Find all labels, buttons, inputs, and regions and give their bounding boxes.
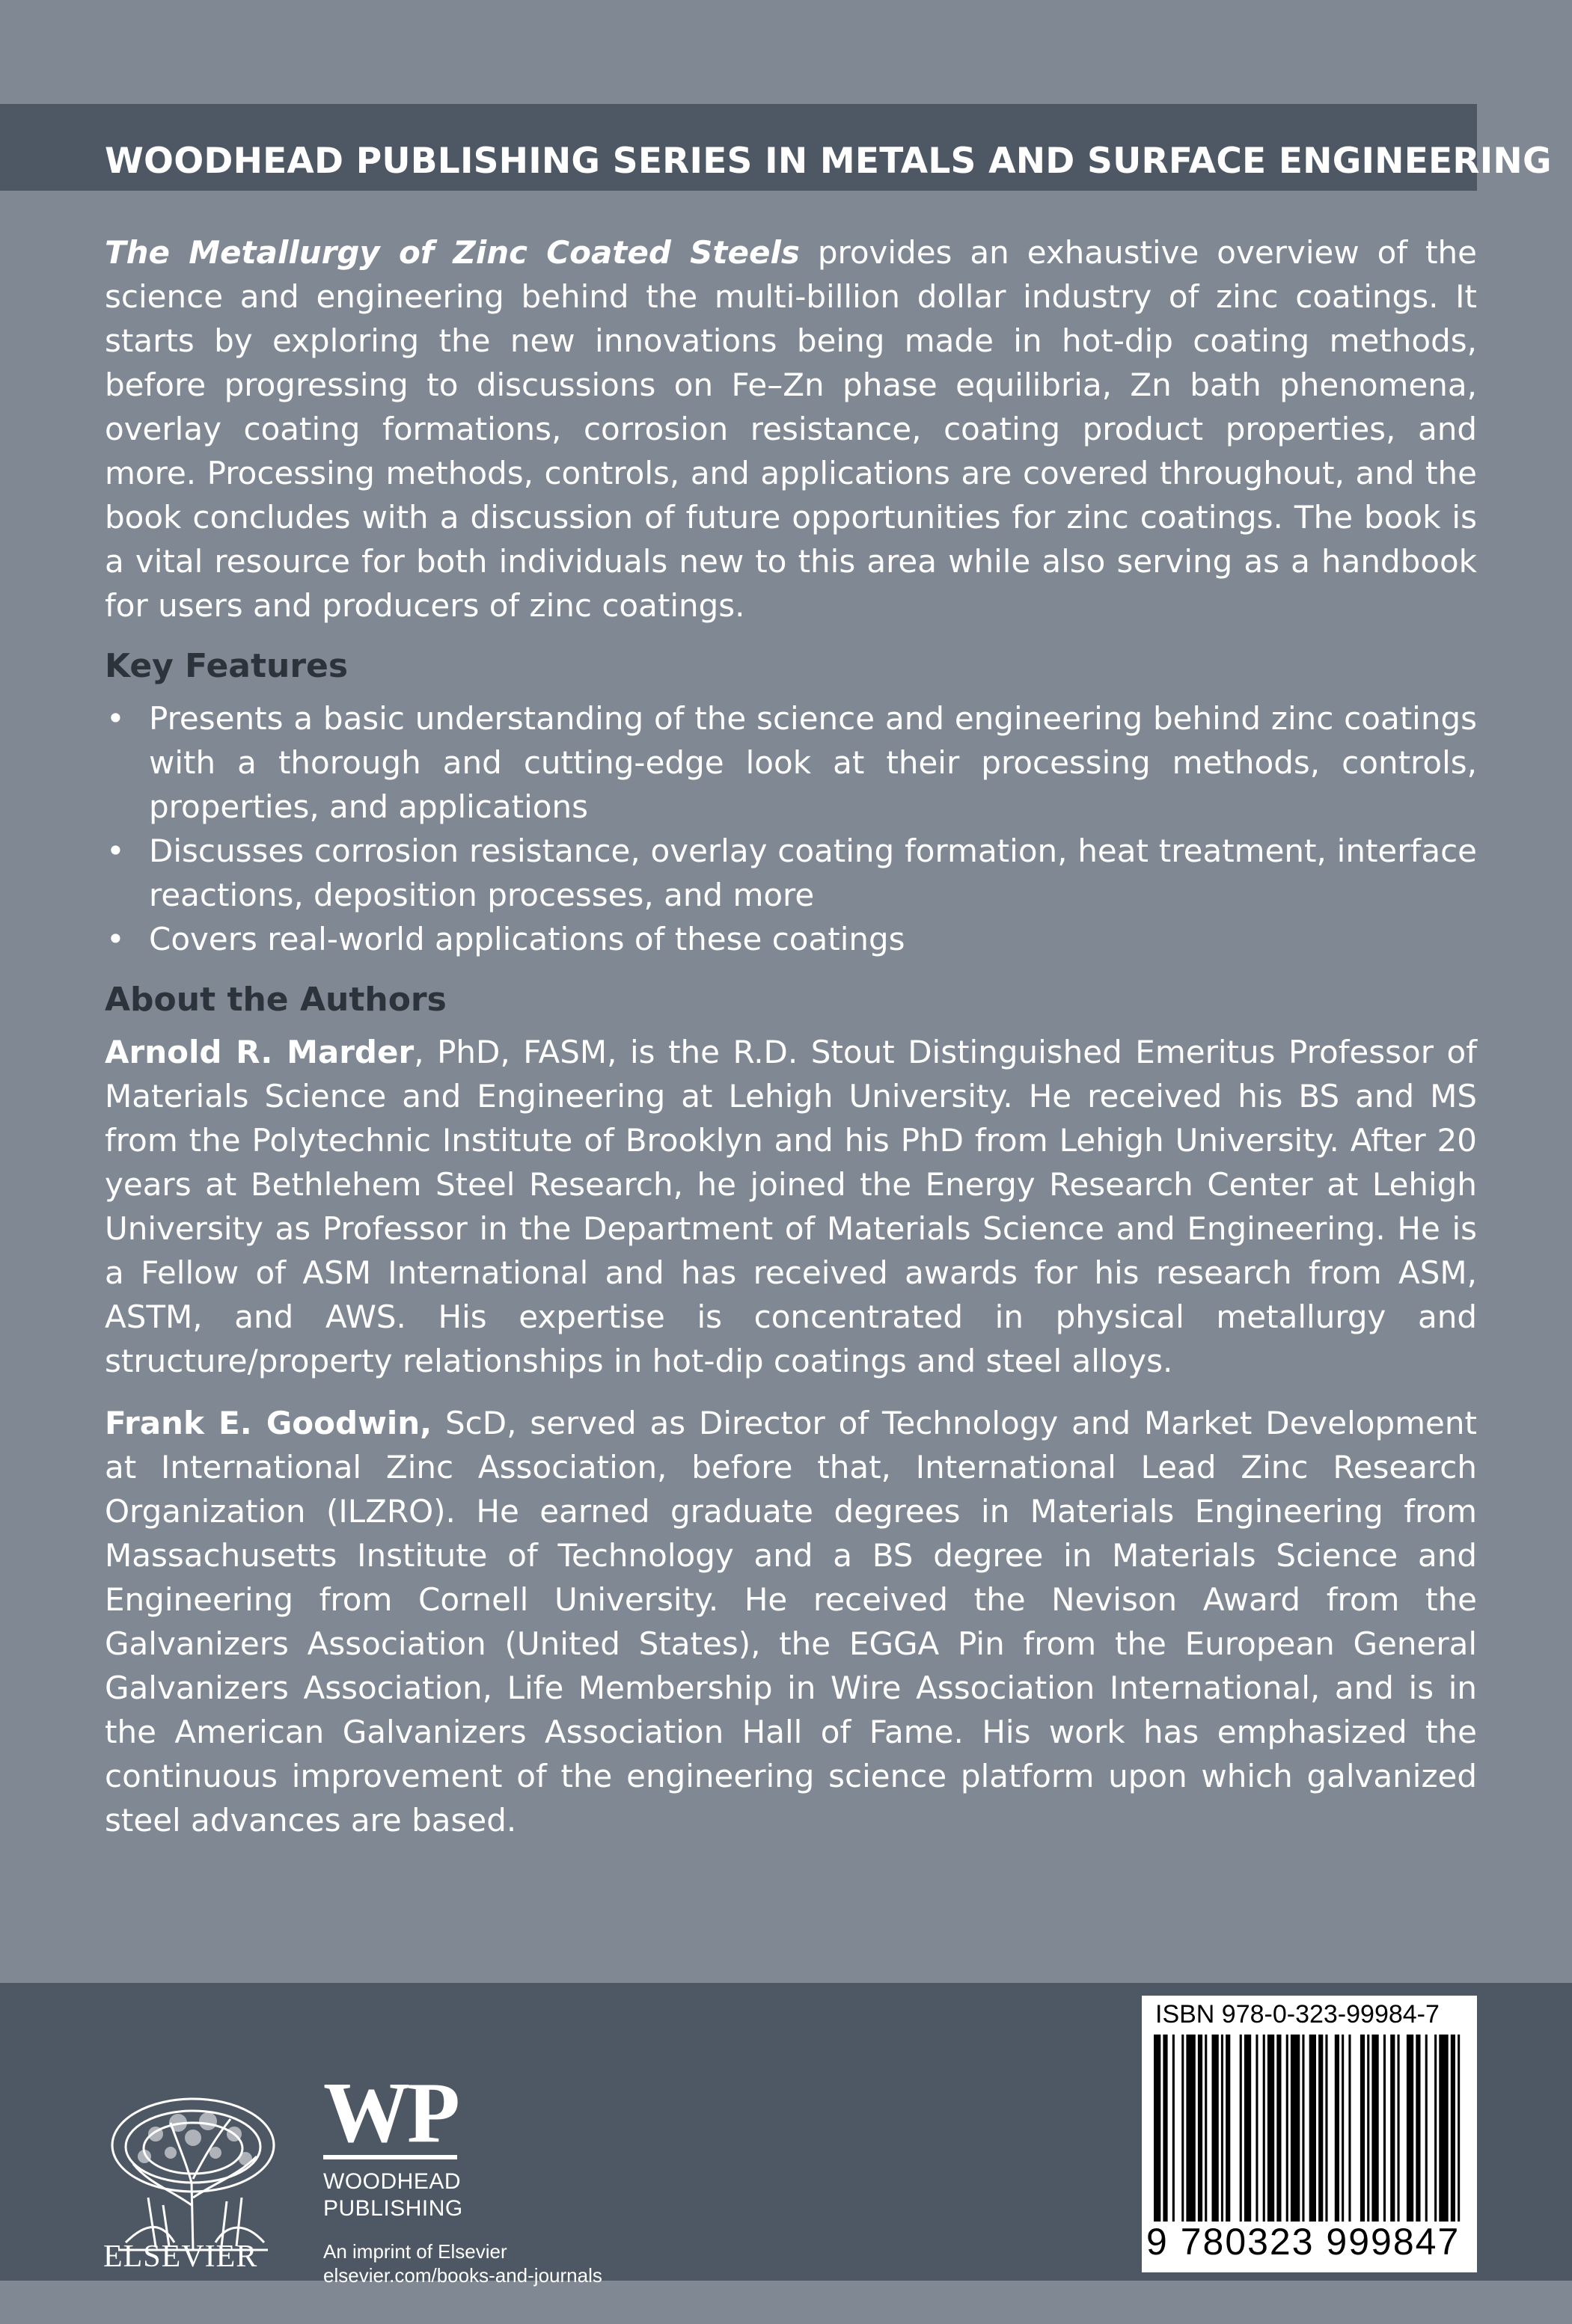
back-cover-text xyxy=(105,230,1477,1842)
author-bio-goodwin xyxy=(105,1401,1477,1842)
author-bio-text: ScD, served as Director of Technology and Market Development at International Zinc Association, before that, International Lead Zinc Research Organization (ILZRO). He earned graduate degrees in Materials Engineering from Massachusetts Institute of Technology and a BS degree in Materials Science and Engineering from Cornell University. He received the Nevison Award from the Galvanizers Association (United States), the EGGA Pin from the European General Galvanizers Association, Life Membership in Wire Association International, and is in the American Galvanizers Association Hall of Fame. His work has emphasized the continuous improvement of the engineering science platform upon which galvanized steel advances are based. xyxy=(105,1405,1477,1839)
key-features-list xyxy=(105,696,1477,961)
imprint-info xyxy=(323,2239,602,2287)
publisher-url: elsevier.com/books-and-journals xyxy=(323,2264,602,2287)
author-name: Arnold R. Marder xyxy=(105,1034,415,1070)
elsevier-wordmark: ELSEVIER xyxy=(103,2239,258,2274)
author-name: Frank E. Goodwin, xyxy=(105,1405,432,1441)
book-title: The Metallurgy of Zinc Coated Steels xyxy=(105,234,800,271)
wp-name-line2: PUBLISHING xyxy=(323,2196,463,2221)
author-bio-marder xyxy=(105,1030,1477,1383)
woodhead-publishing-logo xyxy=(323,2065,463,2222)
key-features-heading: Key Features xyxy=(105,647,349,685)
barcode-bars xyxy=(1154,2035,1465,2223)
description-text: provides an exhaustive overview of the science and engineering behind the multi-billion dollar industry of zinc coatings. It starts by exploring the new innovations being made in hot-dip coating methods, before progressing to discussions on Fe–Zn phase equilibria, Zn bath phenomena, overlay coating formations, corrosion resistance, coating product properties, and more. Processing methods, controls, and applications are covered throughout, and the book concludes with a discussion of future opportunities for zinc coatings. The book is a vital resource for both individuals new to this area while also serving as a handbook for users and producers of zinc coatings. xyxy=(105,234,1478,624)
wp-logo-name xyxy=(323,2168,463,2222)
feature-item: • Presents a basic understanding of the science and engineering behind zinc coatings with a thorough and cutting-edge look at their processing methods, controls, properties, and applications xyxy=(105,696,1477,829)
isbn-label: ISBN 978-0-323-99984-7 xyxy=(1155,2000,1440,2029)
wp-name-line1: WOODHEAD xyxy=(323,2169,461,2194)
feature-item: • Discusses corrosion resistance, overlay coating formation, heat treatment, interface reactions, deposition processes, and more xyxy=(105,829,1477,917)
description-paragraph xyxy=(105,230,1477,628)
series-title: WOODHEAD PUBLISHING SERIES IN METALS AND SURFACE ENGINEERING xyxy=(105,141,1552,182)
isbn-barcode xyxy=(1142,1996,1477,2272)
feature-item: • Covers real-world applications of these coatings xyxy=(105,917,1477,961)
wp-logo-mark: WP xyxy=(323,2065,457,2161)
barcode-digits: 9 780323 999847 xyxy=(1146,2221,1461,2263)
about-authors-heading: About the Authors xyxy=(105,981,447,1019)
imprint-text: An imprint of Elsevier xyxy=(323,2240,507,2263)
author-bio-text: , PhD, FASM, is the R.D. Stout Distinguished Emeritus Professor of Materials Science and Engineering at Lehigh University. He received his BS and MS from the Polytechnic Institute of Brooklyn and his PhD from Lehigh University. After 20 years at Bethlehem Steel Research, he joined the Energy Research Center at Lehigh University as Professor in the Department of Materials Science and Engineering. He is a Fellow of ASM International and has received awards for his research from ASM, ASTM, and AWS. His expertise is concentrated in physical metallurgy and structure/property relationships in hot-dip coatings and steel alloys. xyxy=(105,1034,1477,1379)
